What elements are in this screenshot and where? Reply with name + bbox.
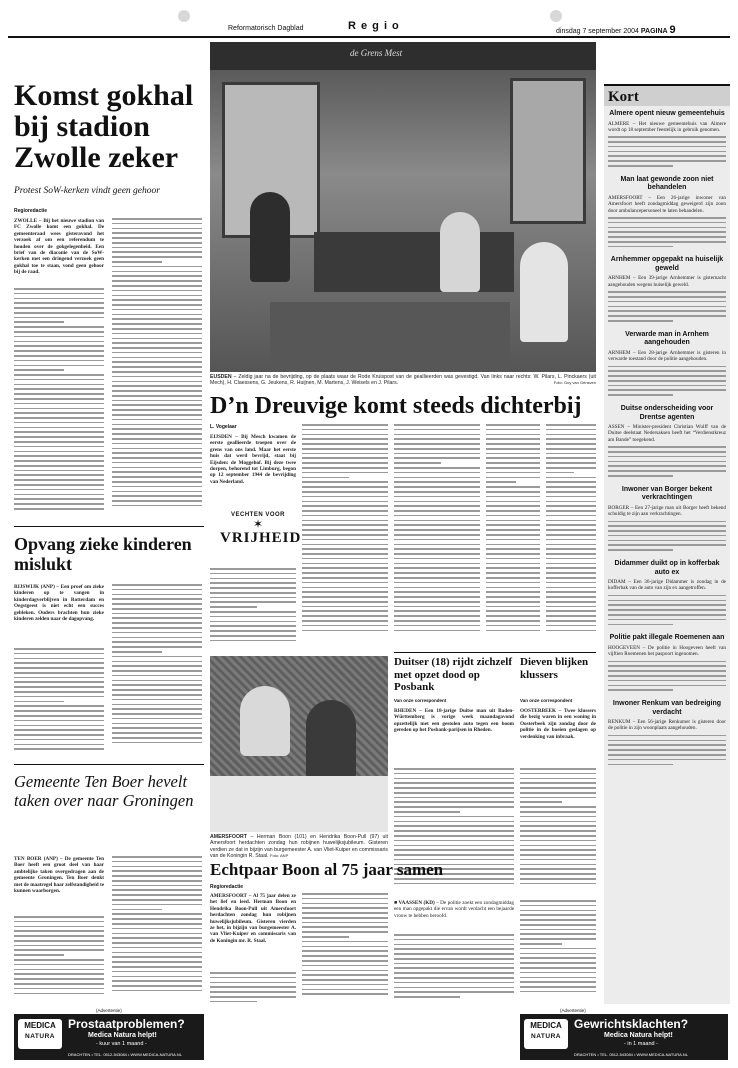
zwolle-headline: Komst gokhal bij stadion Zwolle zeker (14, 79, 194, 174)
kort-item-body (608, 446, 726, 479)
kort-item (608, 560, 726, 628)
zwolle-body-col2 (112, 218, 202, 520)
tenboer-lead: TEN BOER (ANP) – De gemeente Ten Boer heeft een groot deel van haar ambtelijke taken overgedragen aan de gemeente Groningen. Ten Boer denkt met de maatregel haar zelfstandigheid te kunnen waarborgen. (14, 856, 104, 895)
dreuvige-lead: EIJSDEN – Bij Mesch kwamen de eerste geallieerde troepen over de grens van ons land. Maar het eerste huis dat werd bevrijd, staat bij Eijsden: de Moggehof. Bij deze twee dorpen, behorend tot Limburg, begon op 12 september 1944 de bevrijding van Nederland. (210, 434, 296, 485)
vrijheid-logo (220, 512, 302, 564)
kort-item-text: RENKUM – Een 56-jarige Renkumer is gisteren door de politie in zijn woonplaats aangehouden. (608, 719, 726, 732)
photo-credit: Foto: Guy van Grinsven (553, 380, 596, 386)
kort-item-text: ARNHEM – Een 39-jarige Arnhemmer is gisternacht aangehouden wegens huiselijk geweld. (608, 275, 726, 288)
boon-body-col2 (302, 893, 388, 1006)
person-figure (240, 686, 290, 756)
ad-gewricht[interactable] (520, 1014, 728, 1060)
boon-photo (210, 656, 388, 832)
klussers-lead: OOSTERBEEK – Twee klussers die bezig waren in een woning in Oosterbeek zijn zondag door de politie in de boeien geslagen op verdenking van inbraak. (520, 708, 596, 740)
masthead-rule (8, 36, 730, 38)
kort-item-headline: Inwoner van Borger bekent verkrachtingen (621, 485, 713, 502)
ad-sub: Medica Natura helpt! (88, 1032, 157, 1039)
ad-period: - in 1 maand - (624, 1041, 658, 1047)
column-rule (394, 652, 596, 653)
vaassen-code: (KD) (423, 900, 435, 906)
caption-text: – Herman Boon (101) en Hendrika Boon-Pull (97) uit Amersfoort herdachten zondag hun robijnen huwelijksjubileum. Gisteren verdien ze dat in bijzijn van burgemeester A. van Vliet-Kuiper en commissaris van de Koningin R. Staal. (210, 834, 388, 860)
dreuvige-body-col5 (546, 424, 596, 648)
kort-title-bar (604, 84, 730, 106)
kort-item (608, 176, 726, 251)
kort-item-text: HOOGEVEEN – De politie in Hoogeveen heeft van vijftien Roemenen het paspoort ingenomen. (608, 644, 726, 658)
punch-hole (550, 10, 562, 22)
boon-headline: Echtpaar Boon al 75 jaar samen (210, 860, 444, 879)
ziek-body-col1 (14, 648, 104, 758)
column-rule (14, 526, 204, 527)
kort-item-text: ALMERE – Het nieuwe gemeentehuis van Almere wordt op 18 september feestelijk in gebruik genomen. (608, 120, 726, 133)
logo-small: VECHTEN VOOR (230, 512, 285, 518)
vaassen-label: ■ VAASSEN (KD) (394, 900, 435, 906)
dreuvige-body-col2 (302, 424, 388, 648)
kort-title: Kort (608, 89, 639, 105)
zwolle-lead: ZWOLLE – Bij het nieuwe stadion van FC Zwolle komt een gokhal. De gemeenteraad wees gisteravond het verzoek af om een referendum te houden over de gokgelegenheid. Een brief van de diaconie van de SoW-kerken met een dringend verzoek geen gokhal toe te staan, vond geen gehoor bij de raad. (14, 218, 104, 276)
kort-item-body (608, 735, 726, 768)
kort-items (604, 106, 730, 768)
kort-item-body (608, 366, 726, 399)
section-title: R e g i o (348, 20, 400, 32)
brand-logo (524, 1019, 568, 1049)
boon-byline: Regioredactie (210, 884, 244, 890)
person-figure (306, 700, 356, 780)
kort-item-text: ARNHEM – Een 28-jarige Arnhemmer is gisteren in verwarde toestand door de politie aangehouden. (608, 349, 726, 363)
vaassen-body (520, 900, 596, 1004)
kort-item-headline: Arnhemmer opgepakt na huiselijk geweld (610, 256, 724, 272)
zwolle-byline: Regioredactie (14, 208, 48, 214)
boon-lead: AMERSFOORT – Al 75 jaar delen ze het lief en leed. Herman Boon en Hendrika Boon-Pull uit Amersfoort herdachten zondag hun robijnen huwelijksjubileum. Gisteren vierden ze het, in bijzijn van burgemeester A. van Vliet-Kuiper en commissaris van de Koningin mr. R. Staal. (210, 893, 296, 944)
ziek-body-col2 (112, 584, 202, 758)
vaassen-text: – De politie zoekt een zondagmiddag een man opgepakt die ervan wordt verdacht een bejaarde vrouw te hebben beroofd. (394, 900, 514, 919)
dreuvige-byline: L. Vogelaar (210, 424, 237, 430)
logo-star: ✶ (252, 517, 264, 531)
dreuvige-body-col1 (210, 568, 296, 648)
vaassen-body2 (394, 934, 514, 1004)
date-text: dinsdag 7 september 2004 (556, 28, 639, 35)
person-figure (520, 242, 568, 342)
kort-item-body (608, 595, 726, 628)
zwolle-subhead: Protest SoW-kerken vindt geen gehoor (14, 186, 160, 196)
ziek-headline: Opvang zieke kinderen mislukt (14, 534, 192, 574)
table (270, 302, 510, 372)
person-figure (250, 192, 290, 282)
brand-logo (18, 1019, 62, 1049)
cafe-photo (210, 42, 596, 372)
dachau-byline: Van onze correspondent (394, 698, 447, 703)
ceiling-beam (210, 42, 596, 70)
kort-item (608, 110, 726, 170)
kort-item-headline: Almere opent nieuw gemeentehuis (609, 110, 725, 117)
dreuvige-body-col4 (486, 424, 540, 648)
kort-item (608, 405, 726, 480)
kort-item-text: ASSEN – Minister-president Christian Wulff van de Duitse deelstaat Nedersaksen heeft het “Verdienstkreuz am Bande” toegekend. (608, 424, 726, 443)
kort-item-headline: Didammer duikt op in kofferbak auto ex (614, 560, 720, 576)
table (210, 776, 388, 832)
ad-sub: Medica Natura helpt! (604, 1032, 673, 1039)
caption-label: EUSDEN (210, 374, 232, 380)
ad-footer: DRACHTEN • TEL. 0512-543084 • WWW.MEDICA-NATURA.NL (68, 1052, 183, 1057)
brand-bottom: NATURA (531, 1033, 561, 1040)
ad-headline: Gewrichtsklachten? (574, 1017, 689, 1031)
kort-item (608, 486, 726, 554)
kort-item-text: BORGER – Een 27-jarige man uit Borger heeft bekend schuldig te zijn aan verkrachtingen. (608, 504, 726, 518)
edition-date (556, 24, 676, 36)
ad-headline: Prostaatproblemen? (68, 1017, 185, 1031)
tenboer-headline: Gemeente Ten Boer hevelt taken over naar Groningen (14, 772, 194, 810)
punch-hole (178, 10, 190, 22)
kort-item-text: AMERSFOORT – Een 26-jarige inwoner van Amersfoort heeft zondagmiddag geweigerd zijn zoon door ambulancepersoneel te laten behandelen. (608, 194, 726, 214)
kort-item-body (608, 521, 726, 554)
kort-item (608, 634, 726, 694)
tenboer-body-col1 (14, 916, 104, 1004)
kort-item (608, 256, 726, 324)
kort-item-headline: Politie pakt illegale Roemenen aan (609, 634, 725, 642)
brand-top: MEDICA (24, 1021, 56, 1030)
person-figure (440, 212, 480, 292)
vaassen-brief (394, 900, 514, 930)
kort-item-headline: Inwoner Renkum van bedreiging verdacht (612, 700, 722, 716)
ad-period: - kuur van 1 maand - (96, 1041, 147, 1047)
boon-caption (210, 834, 388, 862)
klussers-byline: Van onze correspondent (520, 698, 573, 703)
dachau-headline: Duitser (18) rijdt zichzelf met opzet dood op Posbank (394, 656, 513, 693)
kort-item-text: DIDAM – Een 36-jarige Didammer is zondag in de kofferbak van de auto van zijn ex aangetroffen. (608, 579, 726, 592)
bar-counter (314, 232, 514, 292)
ziek-lead: RIJSWIJK (ANP) – Een proef om zieke kinderen op te vangen in kinderdagverblijven in Rotterdam en Oegstgeest is niet echt een succes gebleken. Ouders brachten hun zieke kinderen zelden naar de dagopvang. (14, 584, 104, 623)
logo-big: VRIJHEID (220, 530, 302, 546)
column-rule (14, 764, 204, 765)
dreuvige-body-col3 (394, 424, 480, 648)
kort-item-headline: Duitse onderscheiding voor Drentse agenten (620, 405, 714, 421)
paper-name: Reformatorisch Dagblad (228, 25, 304, 32)
kort-item-body (608, 291, 726, 324)
dachau-lead: RHEDEN – Een 18-jarige Duitse man uit Baden-Württemberg is vorige week maandagavond opzettelijk met een gestolen auto tegen een boom gereden op het Posbank-parijsen in Rheden. (394, 708, 514, 734)
tenboer-body-col2 (112, 856, 202, 1004)
ad-footer: DRACHTEN • TEL. 0512-543084 • WWW.MEDICA-NATURA.NL (574, 1052, 689, 1057)
klussers-headline: Dieven blijken klussers (520, 656, 589, 681)
ad-label: (Advertentie) (96, 1008, 122, 1013)
kort-item (608, 700, 726, 768)
kort-sidebar (604, 84, 730, 1004)
ad-prostaat[interactable] (14, 1014, 204, 1060)
page-number: 9 (669, 24, 676, 36)
dreuvige-headline: D’n Dreuvige komt steeds dichterbij (210, 393, 582, 419)
window-panel (510, 78, 586, 224)
kort-item-body (608, 136, 726, 169)
cafe-caption (210, 374, 596, 392)
brand-bottom: NATURA (25, 1033, 55, 1040)
kort-item-body (608, 661, 726, 694)
kort-item-headline: Verwarde man in Arnhem aangehouden (625, 330, 709, 347)
vaassen-place: VAASSEN (398, 900, 423, 906)
ad-label: (Advertentie) (560, 1008, 586, 1013)
photo-credit: Foto: ANP (270, 853, 289, 859)
kort-item-body (608, 217, 726, 250)
masthead (0, 0, 738, 42)
kort-item-headline: Man laat gewonde zoon niet behandelen (620, 175, 714, 192)
caption-text: – Zeldig jaar na de bevrijding, op de plaats waar de Rode Kruispost van de geallieerden was gevestigd. Van links naar rechts: W. Pilars, L. Pinckaers (uit Mech), H. Claessens, G. Jeukens, R. Huijnen, M. Martens, J. Weisels en J. Pilars. (210, 374, 596, 387)
kort-item (608, 331, 726, 399)
zwolle-body-col1 (14, 288, 104, 520)
caption-label: AMERSFOORT (210, 834, 247, 840)
page-label: PAGINA (640, 28, 668, 35)
brand-top: MEDICA (530, 1021, 562, 1030)
cafe-sign: de Grens Mest (350, 48, 403, 58)
boon-body-col1 (210, 972, 296, 1006)
